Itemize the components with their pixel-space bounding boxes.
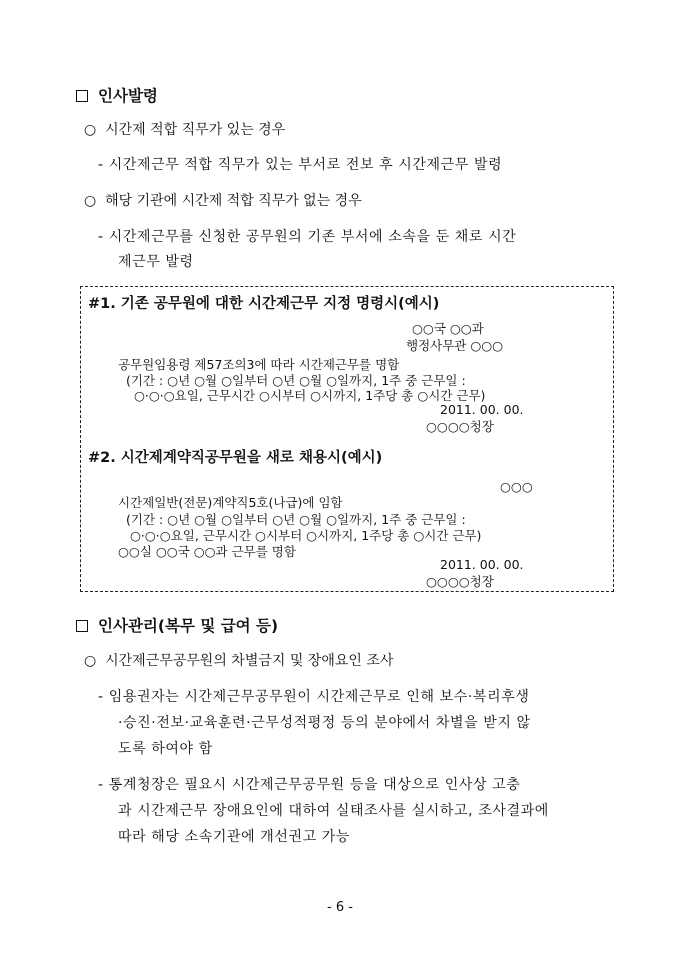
example2-assign: ○○실 ○○국 ○○과 근무를 명함 xyxy=(118,544,296,559)
checkbox-square-icon xyxy=(76,90,88,102)
section2-dash1 xyxy=(98,686,529,706)
page-number: - 6 - xyxy=(327,900,353,915)
example1-body: 공무원임용령 제57조의3에 따라 시간제근무를 명함 xyxy=(118,357,400,372)
section1-bullet2-text: 해당 기관에 시간제 적합 직무가 없는 경우 xyxy=(105,193,362,209)
section2-dash1-line3: 도록 하여야 함 xyxy=(118,741,213,757)
section1-dash1-text: 시간제근무 적합 직무가 있는 부서로 전보 후 시간제근무 발령 xyxy=(108,157,503,173)
example2-period-line2: ○·○·○요일, 근무시간 ○시부터 ○시까지, 1주당 총 ○시간 근무) xyxy=(130,528,482,543)
example1-title: #1. 기존 공무원에 대한 시간제근무 지정 명령시(예시) xyxy=(88,296,440,312)
example1-dept: ○○국 ○○과 xyxy=(412,321,484,336)
example2-period-line1: (기간 : ○년 ○월 ○일부터 ○년 ○월 ○일까지, 1주 중 근무일 : xyxy=(126,512,466,527)
example1-issuer: ○○○○청장 xyxy=(426,419,494,434)
section2-dash2-line3: 따라 해당 소속기관에 개선권고 가능 xyxy=(118,829,351,845)
circle-bullet-icon: ○ xyxy=(84,122,97,138)
section1-dash2-line1: 시간제근무를 신청한 공무원의 기존 부서에 소속을 둔 채로 시간 xyxy=(108,229,517,245)
section1-title: 인사발령 xyxy=(98,87,158,105)
dash-bullet: - xyxy=(98,229,104,245)
example2-title: #2. 시간제계약직공무원을 새로 채용시(예시) xyxy=(88,450,383,466)
section1-bullet1-text: 시간제 적합 직무가 있는 경우 xyxy=(105,122,286,138)
example1-rank: 행정사무관 ○○○ xyxy=(406,338,504,353)
example1-period-line2: ○·○·○요일, 근무시간 ○시부터 ○시까지, 1주당 총 ○시간 근무) xyxy=(134,388,486,403)
example2-date: 2011. 00. 00. xyxy=(440,557,524,572)
section2-bullet1 xyxy=(84,650,393,670)
dash-bullet: - xyxy=(98,777,104,793)
example1-period-line1: (기간 : ○년 ○월 ○일부터 ○년 ○월 ○일까지, 1주 중 근무일 : xyxy=(126,373,466,388)
section1-bullet2 xyxy=(84,190,362,210)
example2-issuer: ○○○○청장 xyxy=(426,574,494,589)
example2-body: 시간제일반(전문)계약직5호(나급)에 임함 xyxy=(118,495,343,510)
example2-name: ○○○ xyxy=(500,479,533,494)
section2-heading xyxy=(76,614,278,636)
dash-bullet: - xyxy=(98,689,104,705)
checkbox-square-icon xyxy=(76,620,88,632)
section2-dash2-line2: 과 시간제근무 장애요인에 대하여 실태조사를 실시하고, 조사결과에 xyxy=(118,803,549,819)
section1-dash2-line2: 제근무 발령 xyxy=(118,254,194,270)
dash-bullet: - xyxy=(98,157,104,173)
section2-dash2-line1: 통계청장은 필요시 시간제근무공무원 등을 대상으로 인사상 고충 xyxy=(108,777,521,793)
section2-bullet1-text: 시간제근무공무원의 차별금지 및 장애요인 조사 xyxy=(105,653,394,669)
example1-date: 2011. 00. 00. xyxy=(440,402,524,417)
circle-bullet-icon: ○ xyxy=(84,193,97,209)
section2-dash1-line2: ·승진·전보·교육훈련·근무성적평정 등의 분야에서 차별을 받지 않 xyxy=(118,715,531,731)
section1-bullet1 xyxy=(84,119,285,139)
circle-bullet-icon: ○ xyxy=(84,653,97,669)
section1-dash1 xyxy=(98,154,502,174)
section2-dash2 xyxy=(98,774,520,794)
section1-heading xyxy=(76,84,158,106)
section2-dash1-line1: 임용권자는 시간제근무공무원이 시간제근무로 인해 보수·복리후생 xyxy=(108,689,530,705)
section1-dash2 xyxy=(98,226,516,246)
section2-title: 인사관리(복무 및 급여 등) xyxy=(98,617,279,635)
